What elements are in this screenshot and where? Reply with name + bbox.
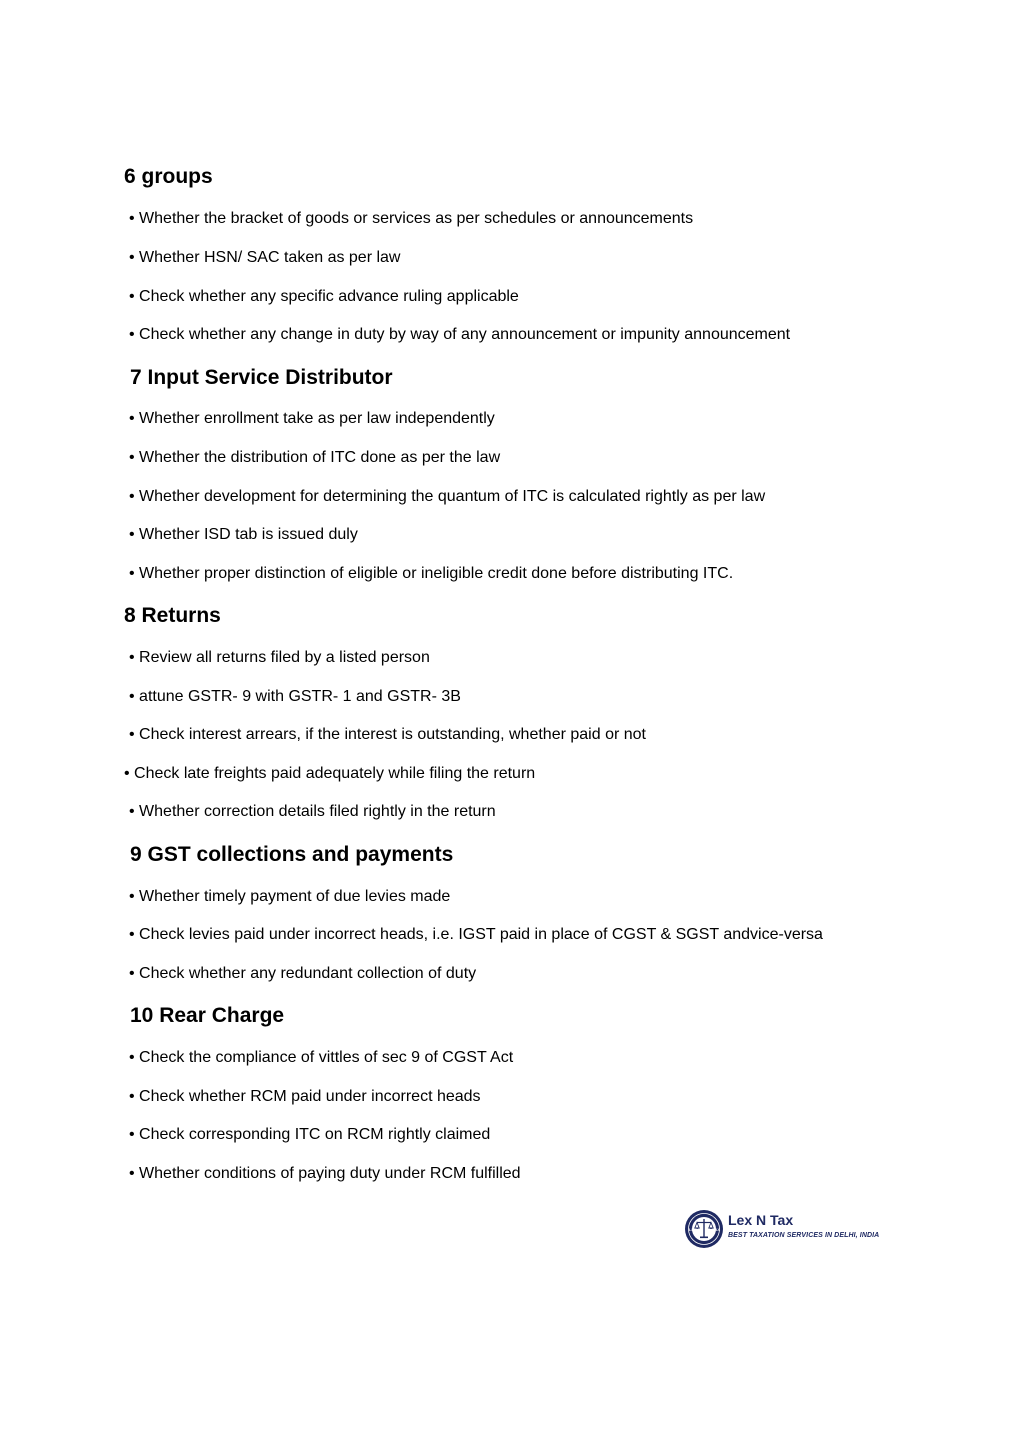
bullet-item: • Review all returns filed by a listed person <box>129 649 430 666</box>
emblem-text-left: LEX <box>689 1227 697 1232</box>
bullet-item: • Check levies paid under incorrect heads, i.e. IGST paid in place of CGST & SGST andvice-versa <box>129 926 823 943</box>
bullet-item: • Whether enrollment take as per law independently <box>129 410 495 427</box>
bullet-item: • Whether the distribution of ITC done as per the law <box>129 449 501 466</box>
bullet-item: • Check interest arrears, if the interest is outstanding, whether paid or not <box>129 726 646 743</box>
logo-tagline: BEST TAXATION SERVICES IN DELHI, INDIA <box>728 1232 880 1239</box>
bullet-item: • Whether the bracket of goods or services as per schedules or announcements <box>129 210 694 227</box>
bullet-item: • Check whether any redundant collection of duty <box>129 965 477 982</box>
bullet-item: • Whether conditions of paying duty under RCM fulfilled <box>129 1165 521 1182</box>
scales-of-justice-icon <box>684 1209 724 1249</box>
bullet-item: • Check whether RCM paid under incorrect heads <box>129 1088 481 1105</box>
lex-n-tax-logo <box>684 1209 894 1249</box>
section-heading: 7 Input Service Distributor <box>130 366 393 389</box>
bullet-item: • Whether proper distinction of eligible or ineligible credit done before distributing ITC. <box>129 565 734 582</box>
emblem-text-right: TAX <box>712 1227 721 1232</box>
logo-name: Lex N Tax <box>728 1212 794 1228</box>
section-heading: 9 GST collections and payments <box>130 843 454 866</box>
bullet-item: • Check whether any change in duty by way of any announcement or impunity announcement <box>129 326 791 343</box>
bullet-item: • Check whether any specific advance ruling applicable <box>129 288 519 305</box>
bullet-item: • attune GSTR- 9 with GSTR- 1 and GSTR- 3B <box>129 688 461 705</box>
bullet-item: • Check late freights paid adequately while filing the return <box>124 765 536 782</box>
bullet-item: • Whether development for determining the quantum of ITC is calculated rightly as per law <box>129 488 766 505</box>
bullet-item: • Whether correction details filed rightly in the return <box>129 803 496 820</box>
bullet-item: • Check the compliance of vittles of sec 9 of CGST Act <box>129 1049 514 1066</box>
section-heading: 6 groups <box>124 165 213 188</box>
bullet-item: • Whether ISD tab is issued duly <box>129 526 358 543</box>
bullet-item: • Whether HSN/ SAC taken as per law <box>129 249 401 266</box>
bullet-item: • Check corresponding ITC on RCM rightly claimed <box>129 1126 491 1143</box>
bullet-item: • Whether timely payment of due levies made <box>129 888 451 905</box>
section-heading: 10 Rear Charge <box>130 1004 285 1027</box>
section-heading: 8 Returns <box>124 604 221 627</box>
